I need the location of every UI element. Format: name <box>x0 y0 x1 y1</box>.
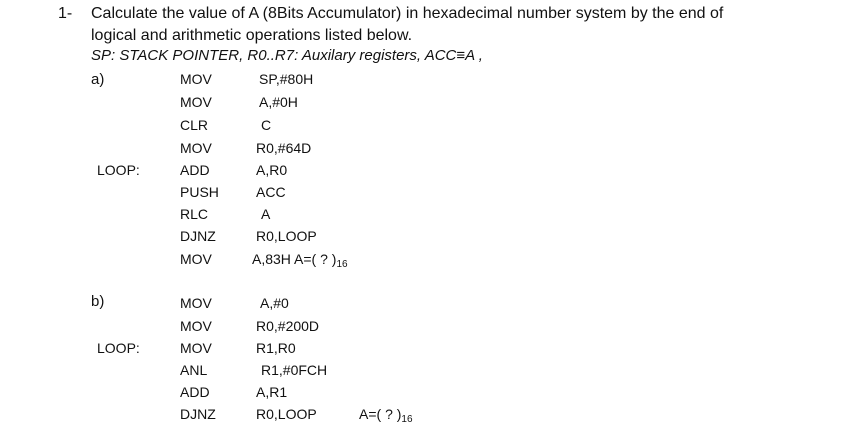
instruction-arg: A,#0 <box>260 295 289 311</box>
instruction-op: DJNZ <box>180 406 216 422</box>
loop-label: LOOP: <box>97 162 140 178</box>
instruction-op: CLR <box>180 117 209 133</box>
question-note: SP: STACK POINTER, R0..R7: Auxilary registers, ACC≡A , <box>91 47 483 64</box>
radix-subscript: 16 <box>401 414 413 425</box>
part-a-label: a) <box>91 71 105 88</box>
question-number: 1- <box>58 5 73 22</box>
instruction-op: MOV <box>180 140 212 156</box>
instruction-arg: R1,R0 <box>256 340 296 356</box>
instruction-arg: A,#0H <box>259 94 298 110</box>
instruction-arg: A,R1 <box>256 384 288 400</box>
instruction-op: RLC <box>180 206 209 222</box>
answer-prompt-a: A,83H A=( ? ) <box>252 251 337 267</box>
instruction-op: MOV <box>180 94 212 110</box>
instruction-arg: R0,LOOP <box>256 228 317 244</box>
instruction-op: PUSH <box>180 184 219 200</box>
instruction-op: MOV <box>180 251 212 267</box>
instruction-arg: ACC <box>256 184 286 200</box>
instruction-op: MOV <box>180 71 212 87</box>
instruction-op: ADD <box>180 384 210 400</box>
answer-text: A=( ? ) <box>359 406 402 422</box>
instruction-arg: R0,#64D <box>256 140 312 156</box>
instruction-arg: A <box>261 206 271 222</box>
part-b-label: b) <box>91 293 105 310</box>
answer-prompt-b <box>359 406 413 425</box>
instruction-op: ADD <box>180 162 210 178</box>
question-text-line1: Calculate the value of A (8Bits Accumulator) in hexadecimal number system by the end of <box>91 5 724 22</box>
instruction-op: MOV <box>180 318 212 334</box>
instruction-op: MOV <box>180 340 212 356</box>
instruction-arg: SP,#80H <box>259 71 314 87</box>
instruction-arg: R0,LOOP <box>256 406 317 422</box>
instruction-arg <box>252 251 348 270</box>
radix-subscript: 16 <box>336 259 348 270</box>
instruction-arg: C <box>261 117 272 133</box>
instruction-op: ANL <box>180 362 208 378</box>
instruction-op: DJNZ <box>180 228 216 244</box>
instruction-op: MOV <box>180 295 212 311</box>
loop-label: LOOP: <box>97 340 140 356</box>
instruction-arg: R1,#0FCH <box>261 362 328 378</box>
instruction-arg: A,R0 <box>256 162 288 178</box>
question-text-line2: logical and arithmetic operations listed below. <box>91 27 413 44</box>
instruction-arg: R0,#200D <box>256 318 320 334</box>
